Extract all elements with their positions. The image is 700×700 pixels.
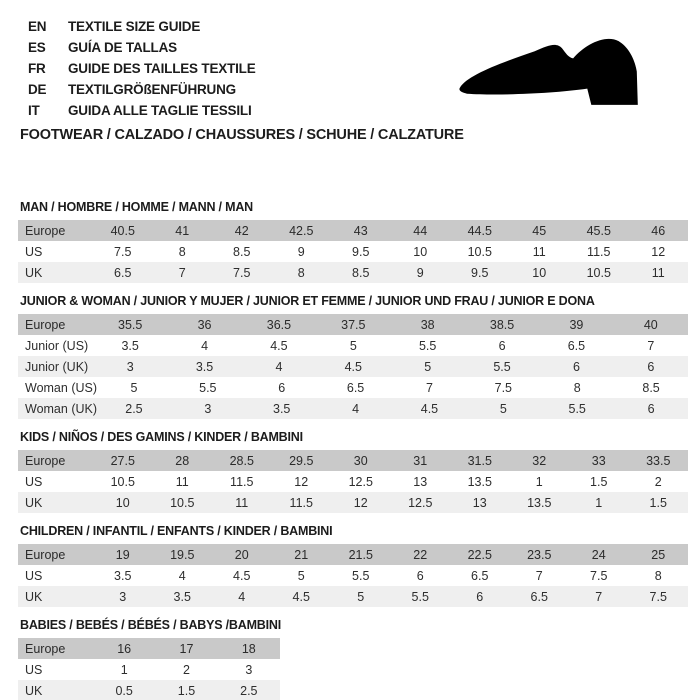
language-list [28, 16, 256, 121]
size-cell: 9 [297, 244, 305, 259]
row-label: Europe [25, 317, 66, 332]
row-label: Junior (UK) [25, 359, 89, 374]
size-cell: 4 [275, 359, 283, 374]
table-row [18, 241, 688, 262]
size-cell: 24 [591, 547, 606, 562]
shoe-icon [452, 26, 670, 122]
size-cell: 31.5 [467, 453, 492, 468]
size-cell: 27.5 [110, 453, 135, 468]
size-cell: 11.5 [587, 244, 611, 259]
size-cell: 2 [654, 474, 662, 489]
size-cell: 8 [573, 380, 581, 395]
size-cell: 10.5 [170, 495, 195, 510]
size-cell: 1 [120, 662, 128, 677]
language-row [28, 58, 256, 79]
size-cell: 6 [572, 359, 580, 374]
row-label: US [25, 474, 43, 489]
size-cell: 10.5 [467, 244, 492, 259]
row-label: UK [25, 683, 43, 698]
size-cell: 35.5 [118, 317, 143, 332]
size-cell: 5 [499, 401, 507, 416]
size-cell: 4 [178, 568, 186, 583]
size-cell: 8.5 [233, 244, 251, 259]
table-row [18, 565, 688, 586]
size-table-section [18, 618, 688, 700]
size-table-section [18, 524, 688, 607]
size-cell: 37.5 [341, 317, 366, 332]
size-table [18, 638, 280, 700]
size-cell: 4 [201, 338, 209, 353]
size-cell: 7.5 [114, 244, 132, 259]
size-cell: 8.5 [352, 265, 370, 280]
size-cell: 6.5 [567, 338, 586, 353]
language-title: GUIDE DES TAILLES TEXTILE [68, 61, 256, 76]
size-cell: 39 [569, 317, 584, 332]
size-cell: 11 [175, 474, 189, 489]
size-cell: 6 [498, 338, 506, 353]
size-cell: 13.5 [527, 495, 552, 510]
size-cell: 12 [651, 244, 666, 259]
size-cell: 2.5 [125, 401, 143, 416]
size-cell: 43 [353, 223, 368, 238]
size-cell: 10 [413, 244, 428, 259]
size-cell: 29.5 [289, 453, 314, 468]
row-label: Europe [25, 547, 66, 562]
table-row [18, 471, 688, 492]
size-cell: 40 [643, 317, 658, 332]
table-row [18, 544, 688, 565]
size-cell: 2 [183, 662, 190, 677]
language-title: TEXTILGRÖßENFÜHRUNG [68, 82, 236, 97]
size-cell: 19 [115, 547, 130, 562]
table-row [18, 450, 688, 471]
table-row [18, 398, 688, 419]
size-cell: 22 [413, 547, 428, 562]
size-cell: 9 [416, 265, 424, 280]
language-code: FR [28, 61, 46, 76]
size-cell: 12.5 [408, 495, 433, 510]
size-cell: 12 [353, 495, 368, 510]
row-label: Europe [25, 453, 66, 468]
table-row [18, 659, 280, 680]
size-cell: 3 [119, 589, 127, 604]
size-table-section [18, 430, 688, 513]
size-cell: 3.5 [195, 359, 214, 374]
size-cell: 3.5 [121, 338, 139, 353]
size-cell: 21 [294, 547, 309, 562]
language-title: TEXTILE SIZE GUIDE [68, 19, 201, 34]
language-row [28, 79, 256, 100]
size-table [18, 220, 688, 283]
size-cell: 10 [532, 265, 547, 280]
language-code: EN [28, 19, 47, 34]
size-cell: 1 [535, 474, 543, 489]
size-cell: 7.5 [590, 568, 608, 583]
size-cell: 42 [234, 223, 249, 238]
size-cell: 33.5 [646, 453, 671, 468]
size-cell: 3.5 [173, 589, 191, 604]
table-title: JUNIOR & WOMAN / JUNIOR Y MUJER / JUNIOR ET FEMME / JUNIOR UND FRAU / JUNIOR E DONA [20, 294, 595, 308]
size-cell: 30 [353, 453, 368, 468]
size-cell: 11 [532, 244, 546, 259]
size-cell: 5.5 [493, 359, 511, 374]
size-cell: 23.5 [527, 547, 552, 562]
size-cell: 45.5 [586, 223, 611, 238]
table-row [18, 638, 280, 659]
language-title: GUIDA ALLE TAGLIE TESSILI [68, 103, 252, 118]
size-cell: 25 [651, 547, 666, 562]
row-label: US [25, 244, 43, 259]
size-cell: 42.5 [289, 223, 314, 238]
size-cell: 44.5 [467, 223, 492, 238]
size-cell: 44 [413, 223, 428, 238]
size-cell: 6.5 [114, 265, 132, 280]
language-code: IT [28, 103, 40, 118]
size-cell: 11 [235, 495, 249, 510]
table-title: KIDS / NIÑOS / DES GAMINS / KINDER / BAMBINI [20, 430, 303, 444]
size-cell: 7.5 [494, 380, 513, 395]
table-row [18, 680, 280, 700]
table-row [18, 220, 688, 241]
size-cell: 7 [595, 589, 603, 604]
language-row [28, 16, 256, 37]
size-cell: 11 [651, 265, 665, 280]
size-cell: 4.5 [233, 568, 251, 583]
size-cell: 5.5 [199, 380, 217, 395]
size-cell: 28 [175, 453, 190, 468]
table-title: CHILDREN / INFANTIL / ENFANTS / KINDER / BAMBINI [20, 524, 333, 538]
table-row [18, 356, 688, 377]
size-table [18, 450, 688, 513]
size-cell: 45 [532, 223, 547, 238]
size-cell: 6 [647, 401, 655, 416]
row-label: Junior (US) [25, 338, 89, 353]
size-table-section [18, 200, 688, 283]
size-cell: 6.5 [346, 380, 365, 395]
size-cell: 41 [175, 223, 190, 238]
table-title: MAN / HOMBRE / HOMME / MANN / MAN [20, 200, 253, 214]
size-cell: 11.5 [230, 474, 254, 489]
size-cell: 3.5 [273, 401, 291, 416]
table-row [18, 586, 688, 607]
size-cell: 5 [357, 589, 365, 604]
size-cell: 7.5 [233, 265, 251, 280]
size-cell: 4.5 [270, 338, 288, 353]
size-tables [18, 200, 688, 700]
size-cell: 17 [179, 641, 194, 656]
table-row [18, 492, 688, 513]
size-cell: 12 [294, 474, 309, 489]
row-label: Europe [25, 223, 66, 238]
size-table [18, 314, 688, 419]
size-cell: 28.5 [229, 453, 254, 468]
row-label: US [25, 568, 43, 583]
size-cell: 3 [245, 662, 253, 677]
size-cell: 4.5 [420, 401, 439, 416]
language-code: ES [28, 40, 46, 55]
size-cell: 8.5 [642, 380, 660, 395]
size-cell: 32 [532, 453, 547, 468]
size-cell: 4.5 [344, 359, 362, 374]
size-cell: 2.5 [240, 683, 258, 698]
size-cell: 33 [591, 453, 606, 468]
size-cell: 9.5 [471, 265, 489, 280]
size-cell: 3 [126, 359, 134, 374]
size-cell: 5 [424, 359, 432, 374]
size-cell: 5.5 [411, 589, 429, 604]
table-row [18, 377, 688, 398]
size-cell: 8 [654, 568, 662, 583]
size-cell: 6.5 [471, 568, 489, 583]
size-cell: 10.5 [110, 474, 135, 489]
table-row [18, 314, 688, 335]
size-cell: 19.5 [170, 547, 195, 562]
row-label: US [25, 662, 43, 677]
size-cell: 8 [178, 244, 186, 259]
size-cell: 21.5 [348, 547, 373, 562]
size-cell: 6 [476, 589, 484, 604]
language-row [28, 100, 256, 121]
size-cell: 11.5 [289, 495, 313, 510]
size-cell: 5 [130, 380, 138, 395]
size-cell: 1.5 [177, 683, 196, 698]
size-cell: 10.5 [586, 265, 611, 280]
language-code: DE [28, 82, 47, 97]
size-cell: 10 [115, 495, 130, 510]
size-cell: 16 [117, 641, 132, 656]
size-cell: 6 [278, 380, 286, 395]
language-row [28, 37, 256, 58]
size-cell: 31 [413, 453, 428, 468]
size-cell: 36 [197, 317, 212, 332]
size-cell: 38 [420, 317, 435, 332]
size-cell: 7 [647, 338, 655, 353]
table-title: BABIES / BEBÉS / BÉBÉS / BABYS /BAMBINI [20, 618, 281, 632]
size-cell: 13 [413, 474, 428, 489]
row-label: Europe [25, 641, 66, 656]
size-cell: 1.5 [590, 474, 608, 489]
size-cell: 13.5 [467, 474, 492, 489]
row-label: UK [25, 495, 43, 510]
size-cell: 4.5 [292, 589, 310, 604]
size-table [18, 544, 688, 607]
size-table-section [18, 294, 688, 419]
size-cell: 5 [349, 338, 357, 353]
size-cell: 1.5 [649, 495, 667, 510]
size-cell: 6 [416, 568, 424, 583]
size-cell: 0.5 [115, 683, 133, 698]
language-title: GUÍA DE TALLAS [68, 40, 177, 55]
size-cell: 8 [297, 265, 305, 280]
size-cell: 4 [238, 589, 246, 604]
size-cell: 13 [472, 495, 487, 510]
size-cell: 5.5 [568, 401, 586, 416]
size-cell: 5.5 [352, 568, 370, 583]
size-cell: 6.5 [530, 589, 548, 604]
size-cell: 40.5 [110, 223, 135, 238]
row-label: Woman (US) [25, 380, 98, 395]
size-cell: 36.5 [266, 317, 292, 332]
size-cell: 18 [241, 641, 256, 656]
size-cell: 7 [535, 568, 543, 583]
size-cell: 7.5 [649, 589, 667, 604]
table-row [18, 262, 688, 283]
row-label: UK [25, 589, 43, 604]
footwear-category-title: FOOTWEAR / CALZADO / CHAUSSURES / SCHUHE / CALZATURE [20, 127, 464, 143]
size-cell: 12.5 [348, 474, 373, 489]
size-cell: 3 [204, 401, 212, 416]
row-label: Woman (UK) [25, 401, 98, 416]
size-cell: 4 [352, 401, 360, 416]
size-cell: 22.5 [467, 547, 492, 562]
size-cell: 46 [651, 223, 666, 238]
size-cell: 20 [234, 547, 249, 562]
size-cell: 5.5 [418, 338, 437, 353]
size-cell: 6 [647, 359, 655, 374]
row-label: UK [25, 265, 43, 280]
table-row [18, 335, 688, 356]
size-cell: 1 [595, 495, 603, 510]
size-cell: 7 [178, 265, 186, 280]
size-cell: 9.5 [352, 244, 370, 259]
size-cell: 7 [425, 380, 433, 395]
size-cell: 38.5 [489, 317, 515, 332]
size-cell: 5 [297, 568, 305, 583]
size-cell: 3.5 [114, 568, 132, 583]
